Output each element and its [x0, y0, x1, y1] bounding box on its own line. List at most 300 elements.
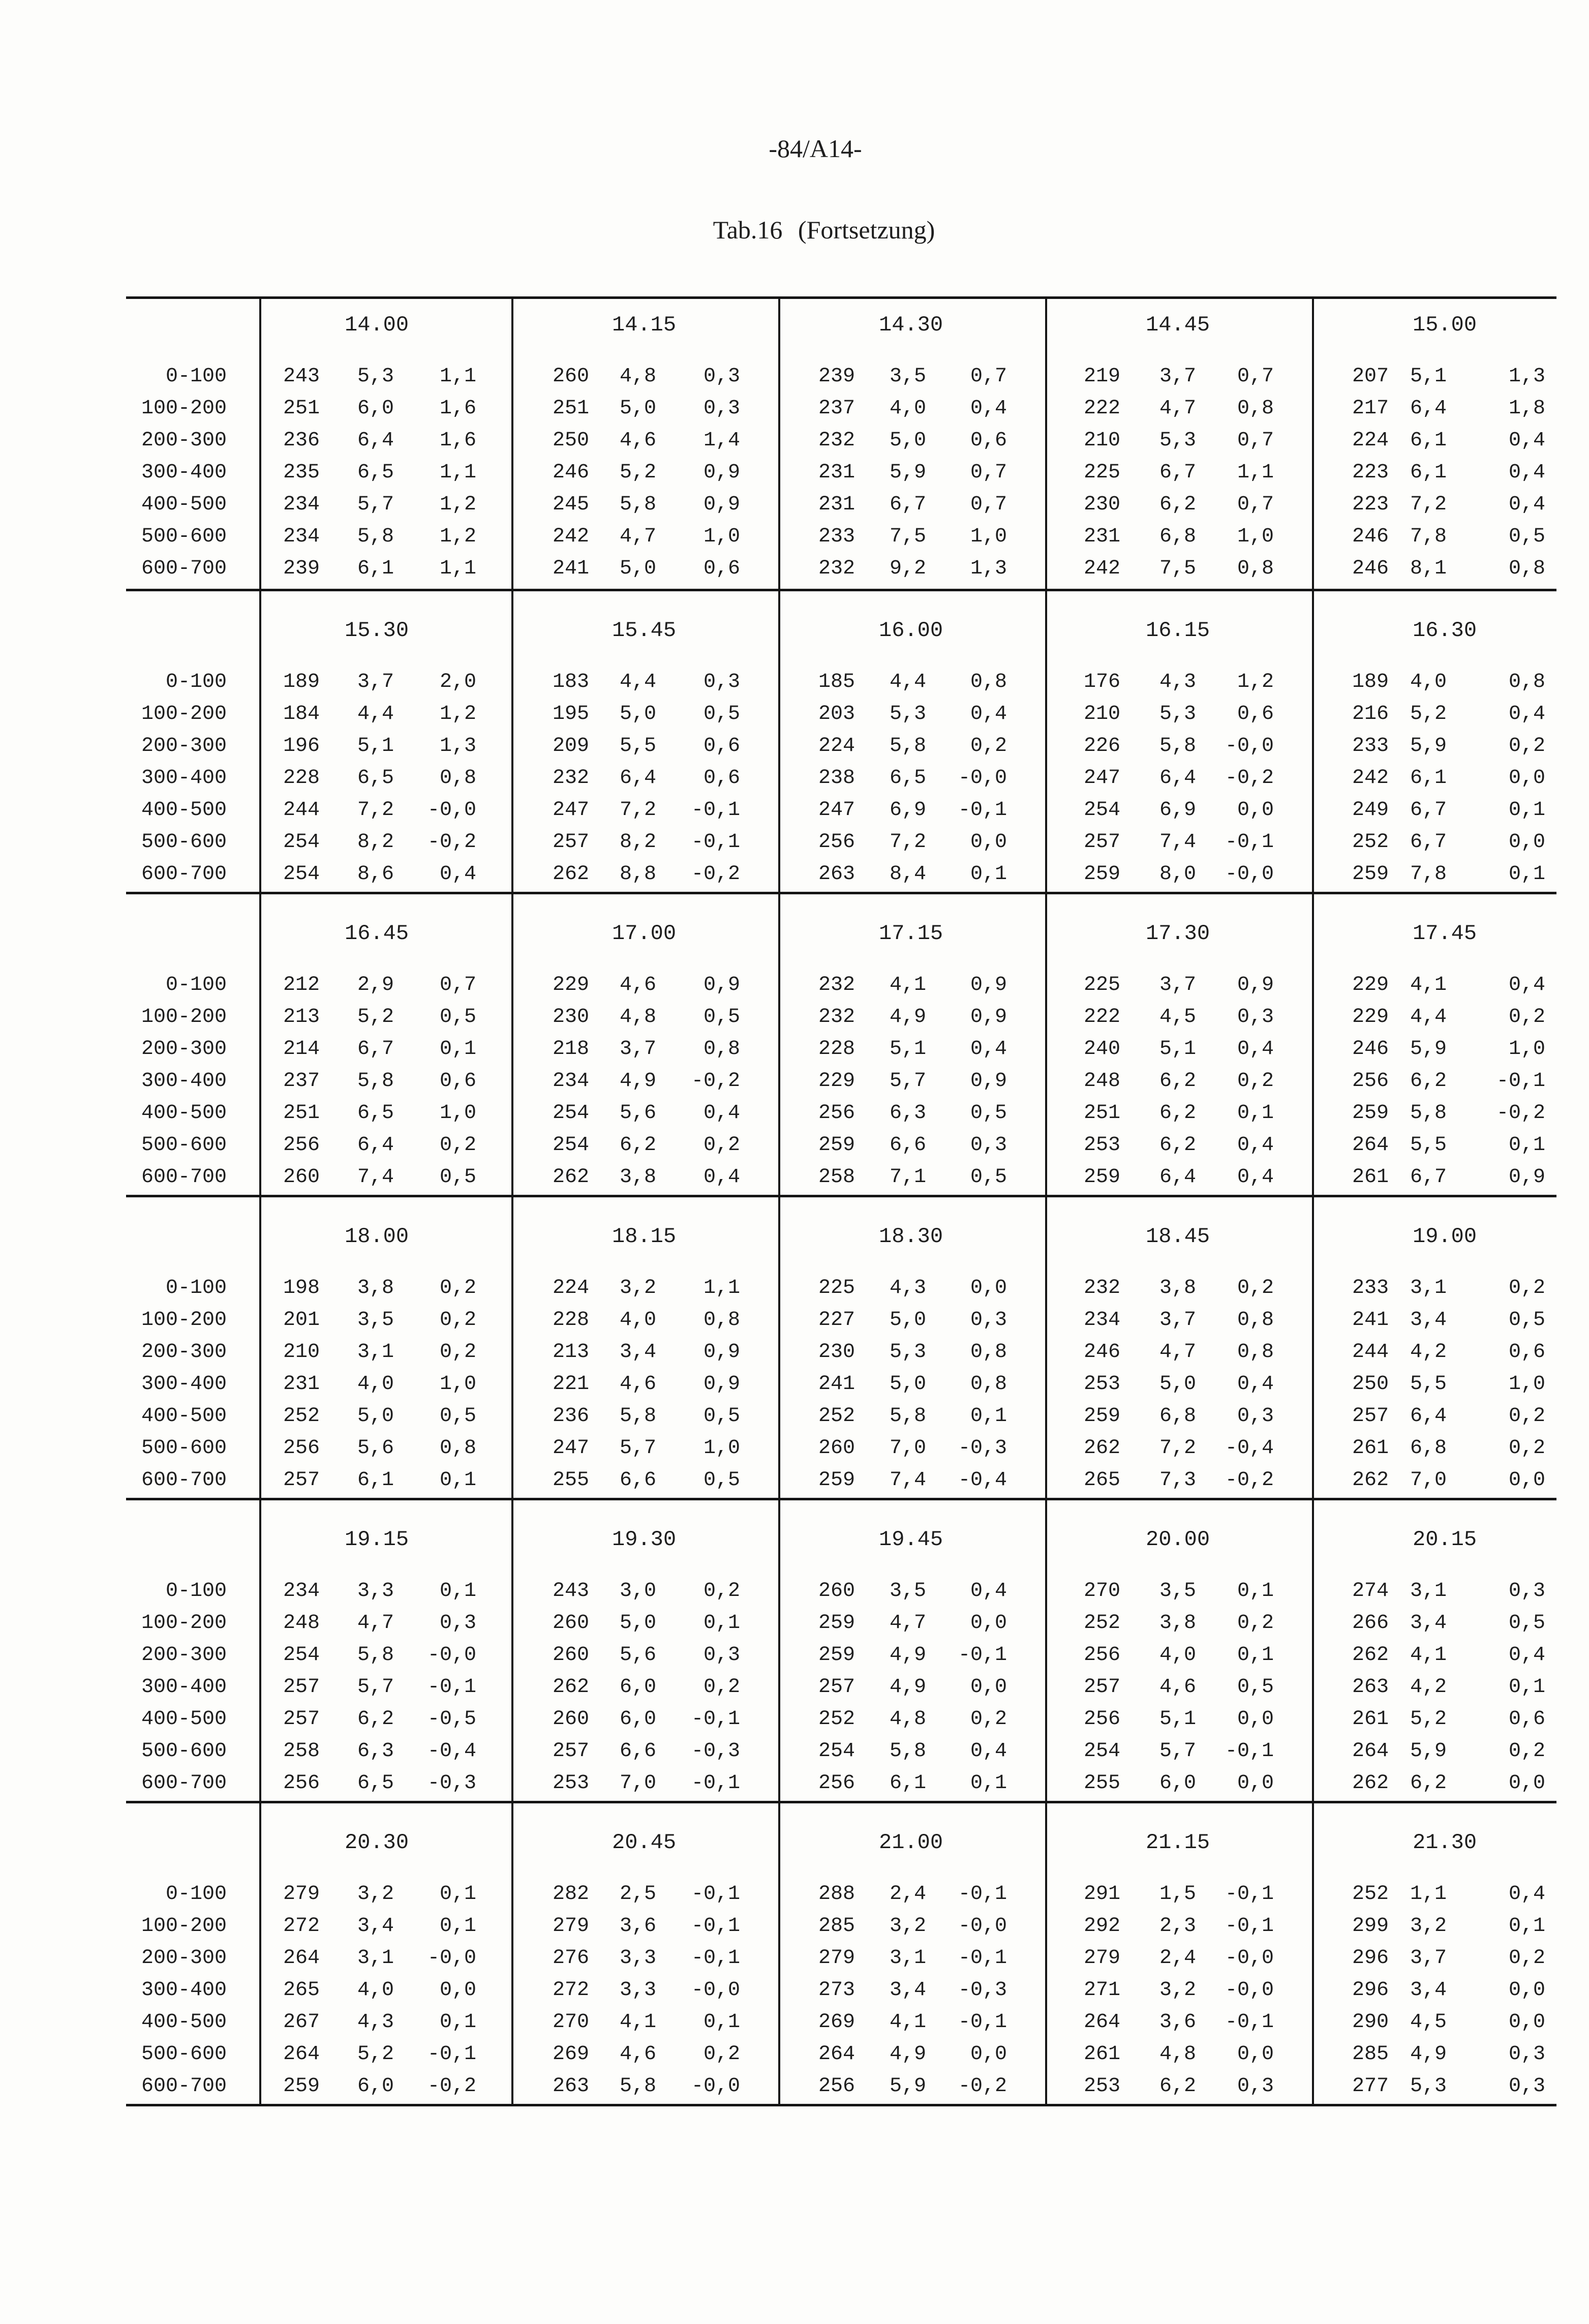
data-row: [1314, 1767, 1556, 1799]
data-row: [513, 1767, 778, 1799]
value-cell: 1,0: [439, 1373, 476, 1396]
value-cell: 4,4: [619, 671, 656, 693]
value-cell: 259: [283, 2075, 320, 2098]
time-column: [1045, 1197, 1312, 1498]
time-header: 15.00: [1413, 313, 1477, 337]
value-cell: 4,1: [619, 2011, 656, 2034]
value-cell: 6,9: [1159, 799, 1196, 822]
data-row: [780, 1464, 1045, 1496]
value-cell: 6,0: [619, 1676, 656, 1699]
value-cell: 5,3: [889, 1341, 926, 1364]
depth-range-label: 100-200: [141, 1006, 227, 1029]
value-cell: 229: [1352, 1006, 1389, 1029]
depth-range-label: 600-700: [141, 1469, 227, 1492]
value-cell: 232: [552, 767, 589, 790]
value-cell: 233: [1352, 1277, 1389, 1300]
value-cell: 1,0: [970, 525, 1007, 548]
value-cell: 7,3: [1159, 1469, 1196, 1492]
label-header-spacer: [126, 591, 259, 666]
value-cell: -0,0: [1225, 863, 1274, 886]
value-cell: 7,5: [889, 525, 926, 548]
data-row: [1314, 1065, 1556, 1097]
value-cell: 3,7: [1410, 1947, 1447, 1970]
value-cell: 1,5: [1159, 1883, 1196, 1906]
value-cell: 2,5: [619, 1883, 656, 1906]
value-cell: 5,8: [889, 1740, 926, 1763]
depth-range-label: 300-400: [141, 767, 227, 790]
value-cell: 0,1: [1508, 799, 1545, 822]
value-cell: -0,4: [427, 1740, 476, 1763]
data-row: [513, 1878, 778, 1910]
value-cell: 253: [1083, 2075, 1120, 2098]
value-cell: 0,6: [703, 735, 740, 758]
value-cell: 6,5: [889, 767, 926, 790]
data-row: [1314, 425, 1556, 457]
value-cell: 5,8: [357, 1644, 394, 1667]
value-cell: 296: [1352, 1947, 1389, 1970]
time-column: [1045, 1803, 1312, 2104]
time-header: 18.00: [345, 1224, 409, 1249]
value-cell: 0,5: [703, 1405, 740, 1428]
value-cell: 257: [1083, 831, 1120, 854]
value-cell: 260: [552, 1612, 589, 1635]
data-row: [261, 666, 511, 698]
value-cell: 0,3: [1508, 2075, 1545, 2098]
value-cell: 4,6: [619, 1373, 656, 1396]
value-cell: 259: [1352, 863, 1389, 886]
value-cell: 0,4: [1508, 461, 1545, 484]
data-row: [513, 1304, 778, 1336]
data-row: [780, 1974, 1045, 2006]
value-cell: 262: [1352, 1469, 1389, 1492]
value-cell: 252: [1352, 831, 1389, 854]
value-cell: 1,3: [1508, 365, 1545, 388]
value-cell: 0,3: [703, 671, 740, 693]
value-cell: 0,2: [970, 735, 1007, 758]
value-cell: 222: [1083, 397, 1120, 420]
data-row: [780, 1368, 1045, 1400]
data-row: [261, 762, 511, 794]
data-row: [780, 1304, 1045, 1336]
data-row: [513, 969, 778, 1001]
value-cell: -0,3: [691, 1740, 740, 1763]
time-column: [1045, 894, 1312, 1195]
value-cell: 260: [552, 365, 589, 388]
value-cell: 6,2: [1410, 1772, 1447, 1795]
value-cell: 252: [283, 1405, 320, 1428]
value-cell: 0,4: [1508, 974, 1545, 997]
time-header: 16.15: [1146, 618, 1210, 643]
data-row: [1047, 730, 1312, 762]
depth-range-label: 500-600: [141, 831, 227, 854]
value-cell: -0,0: [691, 1979, 740, 2002]
data-row: [1047, 521, 1312, 553]
depth-range-label: 100-200: [141, 1915, 227, 1938]
value-cell: 5,8: [889, 1405, 926, 1428]
data-row: [261, 489, 511, 521]
value-cell: 5,7: [619, 1437, 656, 1460]
value-cell: 246: [552, 461, 589, 484]
time-column: [511, 591, 778, 892]
label-header-spacer: [126, 894, 259, 969]
value-cell: 1,8: [1508, 397, 1545, 420]
value-cell: 0,8: [1237, 557, 1274, 580]
value-cell: 6,4: [1410, 1405, 1447, 1428]
value-cell: 7,2: [357, 799, 394, 822]
data-row: [1047, 1735, 1312, 1767]
value-cell: -0,4: [1225, 1437, 1274, 1460]
value-cell: 198: [283, 1277, 320, 1300]
data-row: [1047, 2006, 1312, 2038]
depth-range-label: 400-500: [141, 1405, 227, 1428]
value-cell: 1,2: [1237, 671, 1274, 693]
data-row: [780, 489, 1045, 521]
data-row: [513, 858, 778, 890]
data-row: [1047, 1671, 1312, 1703]
data-row: [780, 2006, 1045, 2038]
value-cell: 0,9: [703, 974, 740, 997]
value-cell: 252: [1352, 1883, 1389, 1906]
value-cell: 3,3: [619, 1947, 656, 1970]
table-caption: Tab.16 (Fortsetzung): [713, 216, 935, 244]
value-cell: 6,8: [1159, 1405, 1196, 1428]
value-cell: 0,2: [439, 1277, 476, 1300]
time-header: 21.30: [1413, 1830, 1477, 1855]
depth-range-label: 600-700: [141, 1166, 227, 1189]
value-cell: 0,1: [1508, 863, 1545, 886]
data-row: [780, 794, 1045, 826]
data-row: [1047, 489, 1312, 521]
value-cell: 0,3: [1237, 1405, 1274, 1428]
time-header: 20.45: [612, 1830, 677, 1855]
value-cell: 230: [1083, 493, 1120, 516]
value-cell: 0,2: [439, 1134, 476, 1157]
value-cell: 5,6: [619, 1644, 656, 1667]
data-row: [513, 1974, 778, 2006]
value-cell: 2,4: [1159, 1947, 1196, 1970]
time-header: 18.45: [1146, 1224, 1210, 1249]
value-cell: 4,9: [619, 1070, 656, 1093]
value-cell: 0,5: [1508, 525, 1545, 548]
value-cell: -0,1: [958, 1947, 1007, 1970]
data-row: [1314, 1575, 1556, 1607]
data-row: [513, 1065, 778, 1097]
data-row: [1047, 858, 1312, 890]
value-cell: 0,1: [1237, 1580, 1274, 1603]
value-cell: 0,9: [970, 1006, 1007, 1029]
time-header: 18.30: [879, 1224, 943, 1249]
value-cell: 0,8: [1237, 397, 1274, 420]
time-header: 17.00: [612, 921, 677, 946]
value-cell: 6,8: [1159, 525, 1196, 548]
data-row: [1047, 1304, 1312, 1336]
value-cell: 7,0: [889, 1437, 926, 1460]
value-cell: 234: [1083, 1309, 1120, 1332]
value-cell: 242: [552, 525, 589, 548]
value-cell: 5,0: [1159, 1373, 1196, 1396]
depth-range-label: 0-100: [165, 365, 227, 388]
value-cell: 246: [1083, 1341, 1120, 1364]
depth-range-label: 0-100: [165, 1883, 227, 1906]
depth-range-label: 0-100: [165, 1277, 227, 1300]
value-cell: 266: [1352, 1612, 1389, 1635]
value-cell: 234: [552, 1070, 589, 1093]
value-cell: -0,2: [427, 2075, 476, 2098]
value-cell: 3,8: [357, 1277, 394, 1300]
time-column: [778, 1803, 1045, 2104]
data-row: [780, 1735, 1045, 1767]
value-cell: 0,3: [1237, 1006, 1274, 1029]
value-cell: 232: [1083, 1277, 1120, 1300]
value-cell: 251: [283, 397, 320, 420]
value-cell: 262: [1352, 1644, 1389, 1667]
value-cell: 262: [552, 863, 589, 886]
data-row: [780, 1767, 1045, 1799]
data-row: [261, 794, 511, 826]
value-cell: 210: [1083, 703, 1120, 726]
value-cell: 213: [283, 1006, 320, 1029]
value-cell: 4,1: [889, 974, 926, 997]
data-row: [513, 1735, 778, 1767]
time-column: [259, 894, 511, 1195]
value-cell: 224: [552, 1277, 589, 1300]
value-cell: 230: [818, 1341, 855, 1364]
value-cell: 257: [283, 1676, 320, 1699]
value-cell: 0,2: [439, 1341, 476, 1364]
value-cell: 0,1: [703, 1612, 740, 1635]
time-header: 15.45: [612, 618, 677, 643]
value-cell: 213: [552, 1341, 589, 1364]
data-row: [513, 553, 778, 585]
value-cell: 261: [1352, 1166, 1389, 1189]
data-row: [513, 1432, 778, 1464]
value-cell: 236: [283, 429, 320, 452]
value-cell: 264: [283, 1947, 320, 1970]
value-cell: 219: [1083, 365, 1120, 388]
time-column: [1312, 1197, 1556, 1498]
data-row: [513, 1671, 778, 1703]
data-row: [513, 1129, 778, 1161]
value-cell: -0,1: [427, 1676, 476, 1699]
value-cell: 244: [1352, 1341, 1389, 1364]
value-cell: 267: [283, 2011, 320, 2034]
value-cell: 3,5: [1159, 1580, 1196, 1603]
value-cell: 217: [1352, 397, 1389, 420]
value-cell: -0,1: [1225, 831, 1274, 854]
data-row: [1314, 521, 1556, 553]
value-cell: -0,0: [958, 1915, 1007, 1938]
label-header-spacer: [126, 1197, 259, 1272]
value-cell: 257: [1083, 1676, 1120, 1699]
value-cell: 5,9: [889, 2075, 926, 2098]
value-cell: 225: [1083, 974, 1120, 997]
data-row: [513, 1639, 778, 1671]
data-row: [1314, 1161, 1556, 1193]
value-cell: 8,4: [889, 863, 926, 886]
value-cell: 0,1: [970, 1772, 1007, 1795]
value-cell: 5,1: [1159, 1708, 1196, 1731]
data-row: [1047, 2070, 1312, 2102]
value-cell: 5,8: [619, 493, 656, 516]
value-cell: -0,0: [1225, 1947, 1274, 1970]
time-header: 15.30: [345, 618, 409, 643]
value-cell: 5,2: [357, 1006, 394, 1029]
value-cell: 5,9: [1410, 1038, 1447, 1061]
value-cell: 0,2: [1237, 1070, 1274, 1093]
value-cell: 257: [818, 1676, 855, 1699]
depth-range-label: 0-100: [165, 974, 227, 997]
value-cell: -0,0: [427, 1644, 476, 1667]
value-cell: 246: [1352, 557, 1389, 580]
data-row: [780, 826, 1045, 858]
value-cell: 0,2: [1508, 1740, 1545, 1763]
value-cell: 0,5: [439, 1166, 476, 1189]
data-row: [261, 1432, 511, 1464]
value-cell: 0,2: [439, 1309, 476, 1332]
data-row: [780, 393, 1045, 425]
data-row: [513, 794, 778, 826]
value-cell: 231: [818, 493, 855, 516]
value-cell: 0,4: [439, 863, 476, 886]
value-cell: 3,5: [889, 1580, 926, 1603]
value-cell: 3,5: [889, 365, 926, 388]
value-cell: 0,2: [1237, 1612, 1274, 1635]
value-cell: 6,0: [357, 2075, 394, 2098]
value-cell: 5,3: [1159, 703, 1196, 726]
value-cell: 0,5: [970, 1166, 1007, 1189]
data-row: [1047, 1033, 1312, 1065]
value-cell: 253: [552, 1772, 589, 1795]
value-cell: 5,9: [1410, 1740, 1447, 1763]
value-cell: 0,2: [703, 1134, 740, 1157]
value-cell: 223: [1352, 493, 1389, 516]
data-row: [1047, 457, 1312, 489]
value-cell: 5,8: [619, 1405, 656, 1428]
value-cell: 273: [818, 1979, 855, 2002]
data-row: [780, 553, 1045, 585]
value-cell: 3,8: [619, 1166, 656, 1189]
value-cell: 4,0: [1159, 1644, 1196, 1667]
value-cell: 232: [818, 429, 855, 452]
data-row: [1047, 1974, 1312, 2006]
data-row: [1047, 1767, 1312, 1799]
value-cell: 0,9: [1508, 1166, 1545, 1189]
value-cell: 259: [818, 1134, 855, 1157]
value-cell: 237: [818, 397, 855, 420]
value-cell: 7,2: [889, 831, 926, 854]
value-cell: 257: [1352, 1405, 1389, 1428]
data-row: [1314, 1942, 1556, 1974]
data-row: [780, 521, 1045, 553]
value-cell: 184: [283, 703, 320, 726]
data-row: [513, 2070, 778, 2102]
data-row: [1314, 1272, 1556, 1304]
value-cell: 7,0: [619, 1772, 656, 1795]
value-cell: 4,1: [1410, 1644, 1447, 1667]
value-cell: 247: [1083, 767, 1120, 790]
value-cell: 0,3: [970, 1309, 1007, 1332]
data-row: [261, 1336, 511, 1368]
data-row: [261, 1304, 511, 1336]
value-cell: 246: [1352, 1038, 1389, 1061]
value-cell: 0,7: [1237, 493, 1274, 516]
value-cell: 2,3: [1159, 1915, 1196, 1938]
value-cell: 3,8: [1159, 1277, 1196, 1300]
value-cell: 0,4: [1237, 1373, 1274, 1396]
value-cell: 9,2: [889, 557, 926, 580]
value-cell: 285: [1352, 2043, 1389, 2066]
value-cell: 5,8: [1159, 735, 1196, 758]
data-row: [1047, 1001, 1312, 1033]
value-cell: 4,1: [1410, 974, 1447, 997]
value-cell: 5,0: [357, 1405, 394, 1428]
value-cell: 0,4: [1237, 1166, 1274, 1189]
data-row: [1047, 1639, 1312, 1671]
value-cell: 0,3: [1508, 1580, 1545, 1603]
value-cell: 1,0: [1237, 525, 1274, 548]
value-cell: 223: [1352, 461, 1389, 484]
value-cell: -0,1: [1225, 1740, 1274, 1763]
value-cell: 256: [1083, 1708, 1120, 1731]
value-cell: 250: [552, 429, 589, 452]
value-cell: -0,1: [1225, 1915, 1274, 1938]
value-cell: -0,1: [691, 831, 740, 854]
value-cell: 189: [1352, 671, 1389, 693]
label-header-spacer: [126, 299, 259, 360]
data-row: [1047, 1129, 1312, 1161]
value-cell: 8,6: [357, 863, 394, 886]
value-cell: 237: [283, 1070, 320, 1093]
value-cell: 0,6: [1508, 1341, 1545, 1364]
data-row: [780, 730, 1045, 762]
data-row: [1047, 1097, 1312, 1129]
data-row: [513, 826, 778, 858]
time-block: [126, 1195, 1556, 1498]
data-row: [513, 666, 778, 698]
value-cell: 234: [283, 493, 320, 516]
data-row: [513, 1001, 778, 1033]
value-cell: 6,2: [619, 1134, 656, 1157]
value-cell: 6,1: [357, 1469, 394, 1492]
value-cell: 6,2: [1159, 1070, 1196, 1093]
value-cell: 259: [818, 1612, 855, 1635]
value-cell: 5,8: [357, 525, 394, 548]
value-cell: 6,6: [889, 1134, 926, 1157]
data-row: [261, 1974, 511, 2006]
value-cell: 0,1: [970, 863, 1007, 886]
data-row: [261, 1942, 511, 1974]
data-row: [261, 1607, 511, 1639]
value-cell: 285: [818, 1915, 855, 1938]
value-cell: 244: [283, 799, 320, 822]
value-cell: 5,7: [357, 1676, 394, 1699]
time-header: 19.00: [1413, 1224, 1477, 1249]
value-cell: 3,4: [619, 1341, 656, 1364]
value-cell: 255: [552, 1469, 589, 1492]
value-cell: 5,3: [889, 703, 926, 726]
value-cell: 261: [1352, 1708, 1389, 1731]
time-header: 21.00: [879, 1830, 943, 1855]
value-cell: 5,0: [619, 557, 656, 580]
value-cell: 232: [818, 1006, 855, 1029]
data-row: [1314, 1001, 1556, 1033]
value-cell: 0,2: [970, 1708, 1007, 1731]
data-row: [513, 457, 778, 489]
value-cell: 3,0: [619, 1580, 656, 1603]
value-cell: 1,0: [703, 1437, 740, 1460]
value-cell: -0,2: [1225, 1469, 1274, 1492]
value-cell: 225: [818, 1277, 855, 1300]
